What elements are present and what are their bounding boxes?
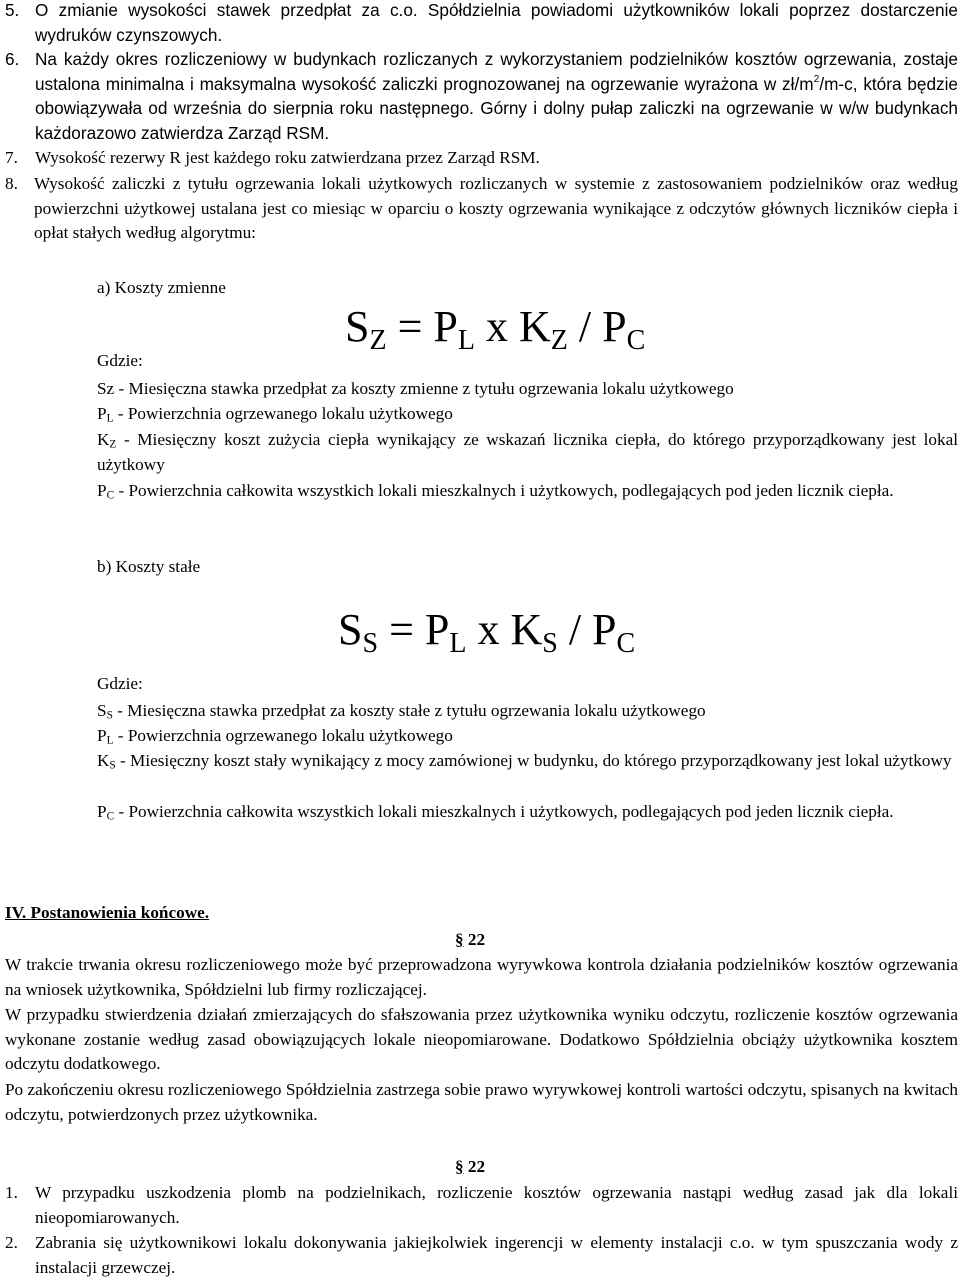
- definition-pl: $P_L$ - Powierzchnia ogrzewanego lokalu użytkowego: [97, 404, 453, 425]
- section-a-label: a) Koszty zmienne: [97, 278, 226, 297]
- section-b-label: b) Koszty stałe: [97, 557, 201, 576]
- item-number: 6.: [5, 49, 20, 69]
- formula-fixed-costs: SS = PL x KS / PC: [338, 605, 636, 659]
- item-number: 7.: [5, 148, 18, 167]
- section-b-where: Gdzie:: [97, 674, 143, 693]
- item-number: 5.: [5, 0, 20, 20]
- item-text: O zmianie wysokości stawek przedpłat za c.o. Spółdzielnia powiadomi użytkowników lokali poprzez dostarczenie wydruków czynszowych.: [35, 0, 958, 45]
- item-number: 8.: [5, 174, 18, 193]
- item-text: Zabrania się użytkownikowi lokalu dokonywania jakiejkolwiek ingerencji w elementy instalacji c.o. w tym spuszczania wody z instalacji grzewczej.: [35, 1233, 958, 1277]
- section-heading: IV. Postanowienia końcowe.: [5, 903, 210, 922]
- definition-ss: $S_S$ - Miesięczna stawka przedpłat za koszty stałe z tytułu ogrzewania lokalu użytkowego: [97, 701, 706, 722]
- item-text: Wysokość rezerwy R jest każdego roku zatwierdzana przez Zarząd RSM.: [35, 148, 540, 167]
- item-text: W przypadku uszkodzenia plomb na podzielnikach, rozliczenie kosztów ogrzewania nastąpi według zasad jak dla lokali nieopomiarowanych.: [35, 1183, 958, 1227]
- list-item-6: [5, 47, 958, 145]
- section-a-where: Gdzie:: [97, 351, 143, 370]
- formula-variable-costs: SZ = PL x KZ / PC: [345, 302, 646, 356]
- item-text: Na każdy okres rozliczeniowy w budynkach rozliczanych z wykorzystaniem podzielników kosztów ogrzewania, zostaje ustalona minimalna i maksymalna wysokość zaliczki prognozowanej na ogrzewanie wyrażona w $zł/m^2/m-c$, która będzie obowiązywała od września do sierpnia roku następnego. Górny i dolny pułap zaliczki na ogrzewanie w w/w budynkach każdorazowo zatwierdza Zarząd RSM.: [35, 49, 958, 143]
- paragraph-number: § 22: [455, 930, 486, 949]
- paragraph-number: § 22: [455, 1157, 486, 1176]
- item-number: 2.: [5, 1233, 18, 1252]
- item-text: Wysokość zaliczki z tytułu ogrzewania lokali użytkowych rozliczanych w systemie z zastosowaniem podzielników oraz według powierzchni użytkowej ustalana jest co miesiąc w oparciu o koszty ogrzewania wynikające z odczytów głównych liczników ciepła i opłat stałych według algorytmu:: [34, 174, 958, 243]
- list-item-8: [5, 172, 958, 246]
- paragraph-text: W trakcie trwania okresu rozliczeniowego może być przeprowadzona wyrywkowa kontrola działania podzielników kosztów ogrzewania na wniosek użytkownika, Spółdzielni lub firmy rozliczającej.: [5, 955, 958, 999]
- paragraph-text: Po zakończeniu okresu rozliczeniowego Spółdzielnia zastrzega sobie prawo wyrywkowej kontroli wartości odczytu, spisanych na kwitach odczytu, potwierdzonych przez użytkownika.: [5, 1080, 958, 1124]
- item-number: 1.: [5, 1183, 18, 1202]
- definition-pl: $P_L$ - Powierzchnia ogrzewanego lokalu użytkowego: [97, 726, 453, 747]
- definition-sz: Sz - Miesięczna stawka przedpłat za koszty zmienne z tytułu ogrzewania lokalu użytkowego: [97, 379, 734, 398]
- definition-pc: $P_C$ - Powierzchnia całkowita wszystkich lokali mieszkalnych i użytkowych, podlegających pod jeden licznik ciepła.: [97, 481, 894, 502]
- definition-kz: $K_Z$ - Miesięczny koszt zużycia ciepła wynikający ze wskazań licznika ciepła, do którego przyporządkowany jest lokal użytkowy: [97, 430, 958, 474]
- paragraph-text: W przypadku stwierdzenia działań zmierzających do sfałszowania przez użytkownika wyniku odczytu, rozliczenie kosztów ogrzewania wykonane zostanie według zasad obowiązujących lokale nieopomiarowane. Dodatkowo Spółdzielnia obciąży użytkownika kosztem odczytu dodatkowego.: [5, 1005, 958, 1074]
- list-item-7: [5, 146, 958, 171]
- definition-pc: $P_C$ - Powierzchnia całkowita wszystkich lokali mieszkalnych i użytkowych, podlegających pod jeden licznik ciepła.: [97, 802, 894, 823]
- list-item: [5, 1181, 958, 1230]
- definition-ks: $K_S$ - Miesięczny koszt stały wynikający z mocy zamówionej w budynku, do którego przyporządkowany jest lokal użytkowy: [97, 751, 952, 772]
- list-item: [5, 1231, 958, 1280]
- list-item-5: [5, 0, 958, 47]
